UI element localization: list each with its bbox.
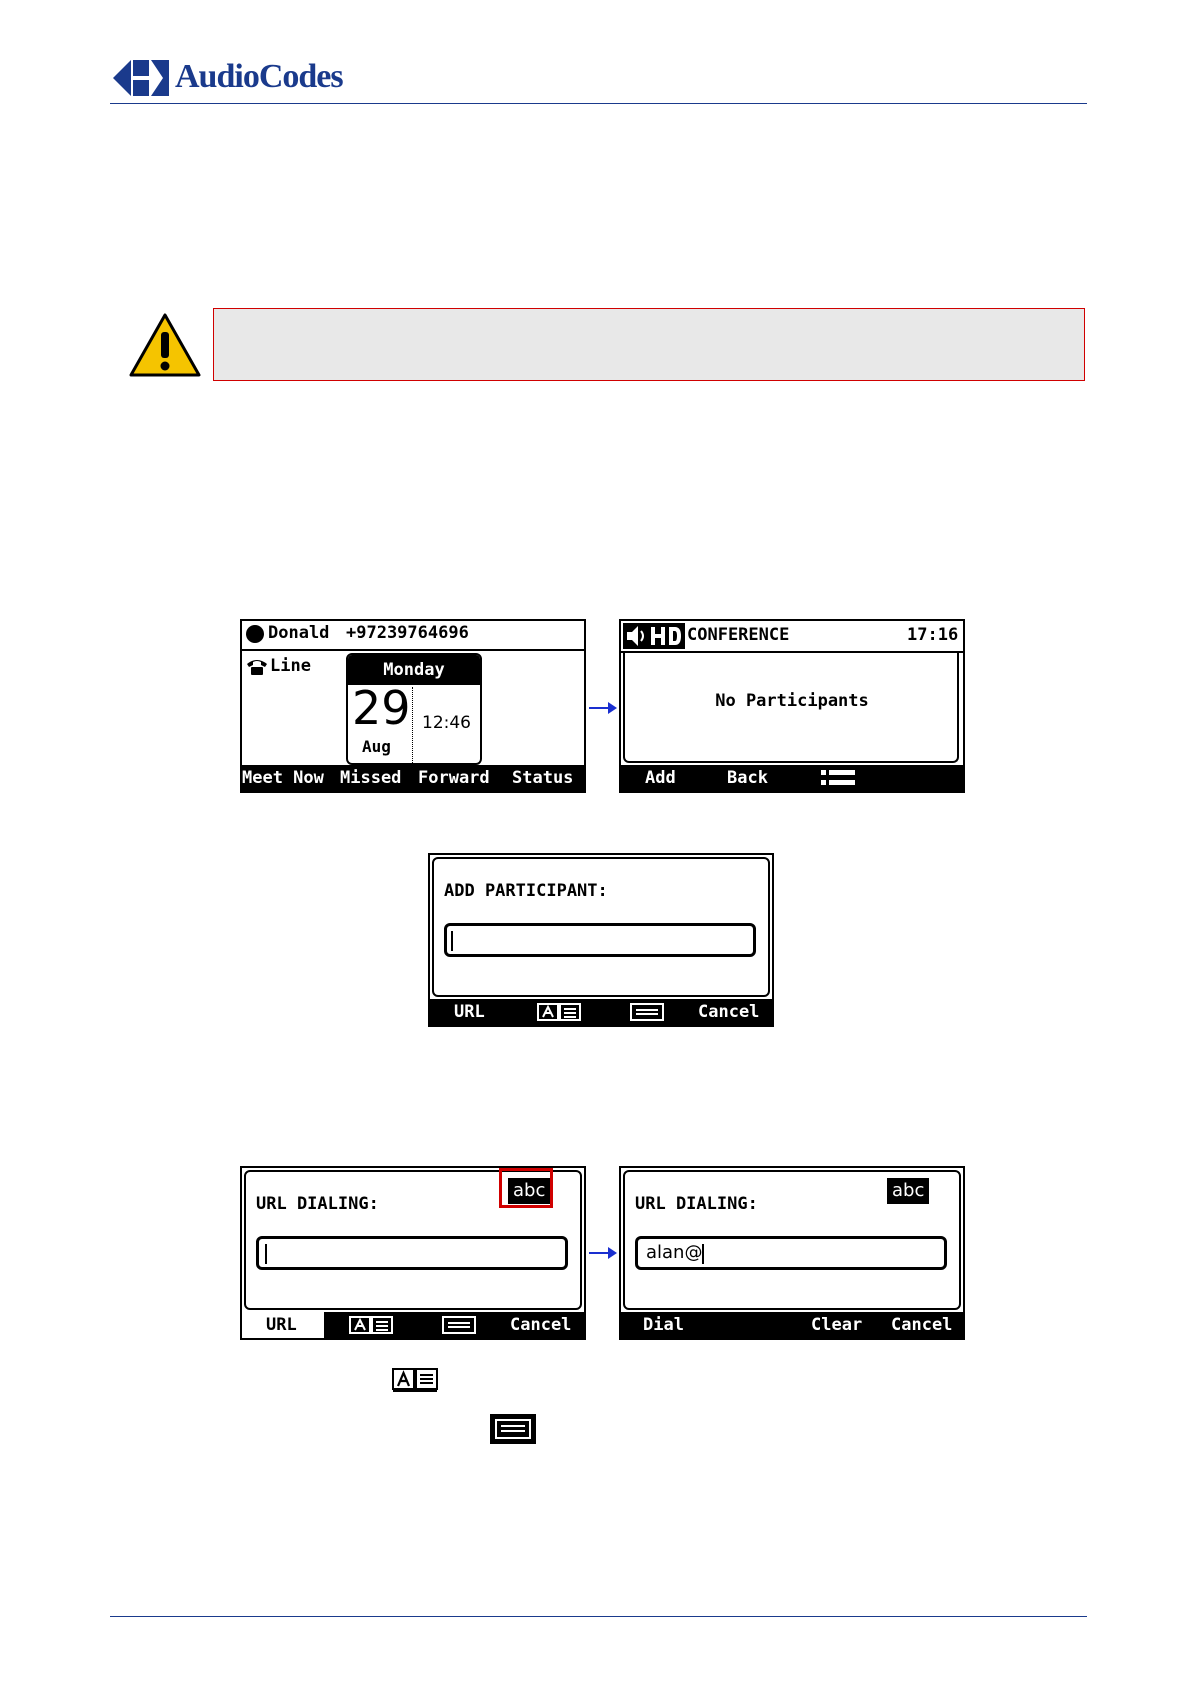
url-input[interactable] <box>635 1236 947 1270</box>
softkey-url[interactable]: URL <box>454 1002 485 1022</box>
audiocodes-logo-mark-icon <box>113 56 171 100</box>
header-divider <box>110 103 1087 104</box>
softkey-add[interactable]: Add <box>645 768 676 788</box>
softkey-meet-now[interactable]: Meet Now <box>242 768 324 788</box>
softkey-status[interactable]: Status <box>512 768 574 788</box>
url-dialing-title: URL DIALING: <box>256 1194 379 1214</box>
add-participant-title: ADD PARTICIPANT: <box>444 881 608 901</box>
conference-time: 17:16 <box>907 625 959 645</box>
softkey-cancel[interactable]: Cancel <box>698 1002 760 1022</box>
directory-book-icon[interactable] <box>536 1001 582 1023</box>
highlight-box <box>499 1168 553 1208</box>
calendar-month: Aug <box>362 737 391 756</box>
menu-box-icon[interactable] <box>442 1316 476 1334</box>
audiocodes-logo <box>113 56 363 100</box>
contact-name: Donald <box>268 623 330 643</box>
input-mode-indicator: abc <box>508 1178 550 1204</box>
directory-book-icon[interactable] <box>348 1314 394 1336</box>
warning-note-box <box>213 308 1085 381</box>
contact-number: +97239764696 <box>346 623 469 643</box>
softkey-cancel[interactable]: Cancel <box>510 1315 572 1335</box>
url-input-value: alan@ <box>646 1242 703 1263</box>
calendar-divider <box>412 687 413 765</box>
calendar-widget <box>346 653 482 765</box>
calendar-date: 29 <box>352 681 411 735</box>
hd-speaker-icon <box>623 623 685 649</box>
url-dialing-typed-screen <box>619 1166 965 1340</box>
header-divider <box>242 649 584 651</box>
participant-input[interactable] <box>444 923 756 957</box>
softkey-bar <box>621 1312 963 1338</box>
directory-book-icon <box>391 1365 439 1393</box>
calendar-day: Monday <box>348 655 480 685</box>
presence-icon <box>246 625 264 643</box>
conference-screen <box>619 619 965 793</box>
warning-icon <box>128 312 202 378</box>
softkey-clear[interactable]: Clear <box>811 1315 863 1335</box>
softkey-bar <box>242 1312 584 1338</box>
menu-box-icon <box>490 1414 536 1444</box>
text-caret <box>451 931 453 951</box>
softkey-bar <box>242 765 584 791</box>
softkey-missed[interactable]: Missed <box>340 768 402 788</box>
no-participants-message: No Participants <box>715 691 869 711</box>
conference-title: CONFERENCE <box>687 625 790 645</box>
softkey-back[interactable]: Back <box>727 768 768 788</box>
url-input[interactable] <box>256 1236 568 1270</box>
url-dialing-empty-screen <box>240 1166 586 1340</box>
idle-screen <box>240 619 586 793</box>
line-label: Line <box>270 656 311 676</box>
text-caret <box>702 1244 704 1264</box>
softkey-url[interactable]: URL <box>266 1315 297 1335</box>
flow-arrow <box>589 1252 615 1254</box>
softkey-forward[interactable]: Forward <box>418 768 490 788</box>
phone-icon <box>245 656 269 676</box>
softkey-bar <box>430 999 772 1025</box>
menu-box-icon[interactable] <box>630 1003 664 1021</box>
text-caret <box>265 1244 267 1264</box>
softkey-cancel[interactable]: Cancel <box>891 1315 953 1335</box>
softkey-bar <box>621 765 963 791</box>
input-mode-indicator: abc <box>887 1178 929 1204</box>
clock-time: 12:46 <box>422 713 471 733</box>
flow-arrow <box>589 707 615 709</box>
url-dialing-title: URL DIALING: <box>635 1194 758 1214</box>
menu-list-icon[interactable] <box>821 769 855 787</box>
softkey-dial[interactable]: Dial <box>643 1315 684 1335</box>
add-participant-screen <box>428 853 774 1027</box>
footer-divider <box>110 1616 1087 1617</box>
brand-name: AudioCodes <box>175 58 343 95</box>
